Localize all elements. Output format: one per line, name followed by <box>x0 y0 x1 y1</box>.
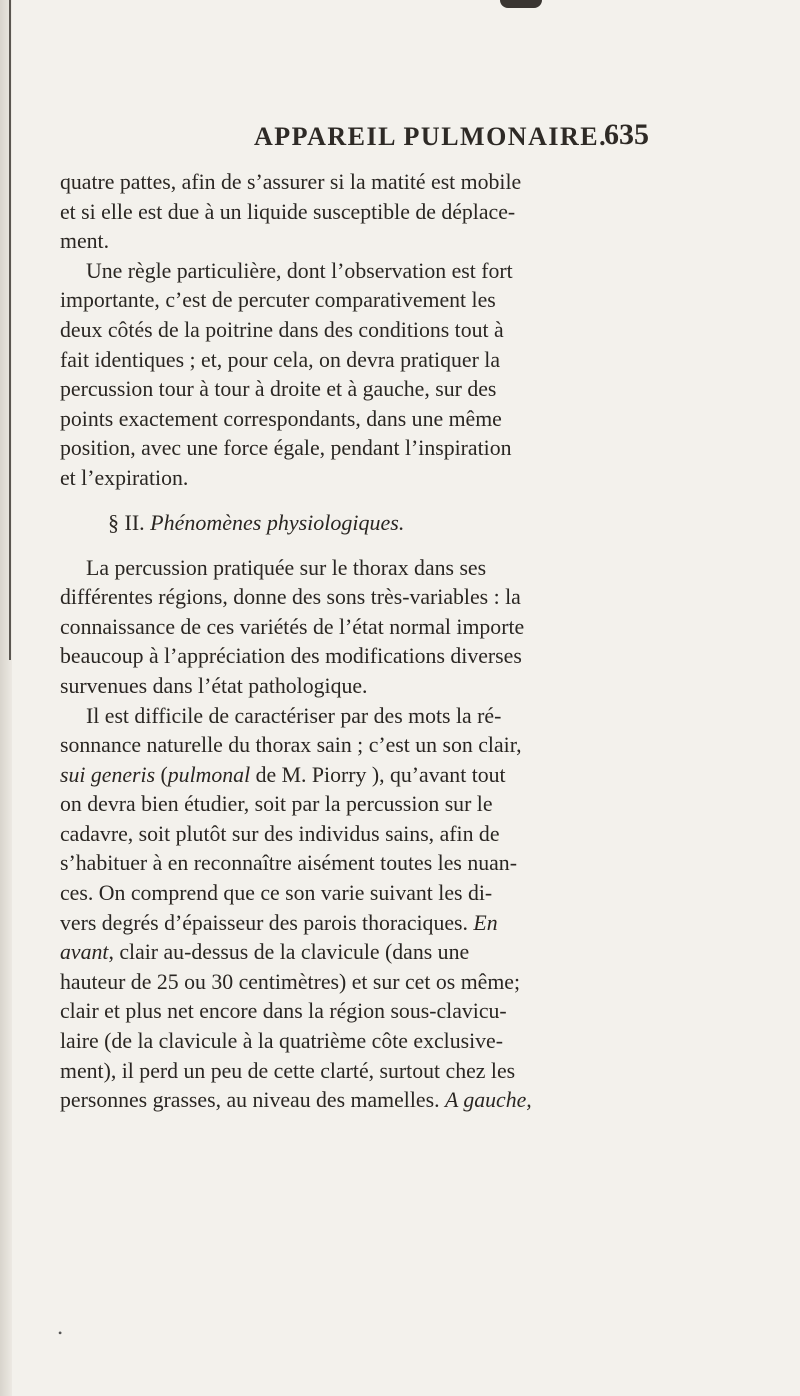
text-line: Il est difficile de caractériser par des mots la ré- <box>86 703 502 728</box>
ink-mark <box>500 0 542 8</box>
paragraph-2 <box>60 257 660 494</box>
text-line: fait identiques ; et, pour cela, on devra pratiquer la <box>60 347 501 372</box>
text-line: connaissance de ces variétés de l’état normal importe <box>60 614 525 639</box>
paragraph-4 <box>60 702 660 1116</box>
text-line: laire (de la clavicule à la quatrième côte exclusive- <box>60 1029 503 1054</box>
text-line: beaucoup à l’appréciation des modifications diverses <box>60 644 522 669</box>
text-line: cadavre, soit plutôt sur des individus sains, afin de <box>60 821 500 846</box>
text-line: ment. <box>60 229 110 254</box>
text-fragment: , clair au-dessus de la clavicule (dans une <box>108 940 470 965</box>
text-fragment: vers degrés d’épaisseur des parois thoraciques. <box>60 910 474 935</box>
paragraph-1 <box>60 168 660 257</box>
footer-mark: • <box>58 1326 63 1340</box>
page-header <box>0 118 800 162</box>
text-fragment: ( <box>155 762 168 787</box>
text-line: survenues dans l’état pathologique. <box>60 673 368 698</box>
text-line: ment), il perd un peu de cette clarté, surtout chez les <box>60 1058 516 1083</box>
section-heading <box>60 508 660 538</box>
text-line: clair et plus net encore dans la région sous-clavicu- <box>60 999 507 1024</box>
text-line <box>60 909 660 939</box>
text-line: position, avec une force égale, pendant l’inspiration <box>60 436 512 461</box>
paragraph-3 <box>60 554 660 702</box>
text-line <box>60 1086 660 1116</box>
text-line: deux côtés de la poitrine dans des conditions tout à <box>60 317 504 342</box>
italic-term: sui generis <box>60 762 156 787</box>
binding-rule <box>9 0 11 660</box>
italic-term: pulmonal <box>167 762 251 787</box>
italic-term: avant <box>60 940 109 965</box>
text-line: et l’expiration. <box>60 465 189 490</box>
text-line: on devra bien étudier, soit par la percussion sur le <box>60 792 493 817</box>
text-line: La percussion pratiquée sur le thorax dans ses <box>86 555 487 580</box>
page-number: 635 <box>604 118 649 151</box>
text-line <box>60 761 660 791</box>
section-title: Phénomènes physiologiques. <box>150 509 405 535</box>
text-line: importante, c’est de percuter comparativement les <box>60 288 496 313</box>
text-line: points exactement correspondants, dans une même <box>60 406 502 431</box>
text-line: quatre pattes, afin de s’assurer si la matité est mobile <box>60 170 522 194</box>
text-line: ces. On comprend que ce son varie suivant les di- <box>60 881 493 906</box>
text-line: s’habituer à en reconnaître aisément toutes les nuan- <box>60 851 517 876</box>
text-line: sonnance naturelle du thorax sain ; c’est un son clair, <box>60 733 522 758</box>
main-text <box>60 168 660 1116</box>
text-line: et si elle est due à un liquide susceptible de déplace- <box>60 199 516 224</box>
section-number: § II. <box>108 509 145 535</box>
text-line: différentes régions, donne des sons très-variables : la <box>60 585 521 610</box>
text-line: Une règle particulière, dont l’observation est fort <box>86 258 513 283</box>
italic-term: En <box>473 910 498 935</box>
text-line <box>60 938 660 968</box>
italic-term: A gauche, <box>444 1088 532 1113</box>
text-fragment: de M. Piorry ), qu’avant tout <box>250 762 506 787</box>
text-line: percussion tour à tour à droite et à gauche, sur des <box>60 377 497 402</box>
running-head: APPAREIL PULMONAIRE. <box>254 122 608 151</box>
text-fragment: personnes grasses, au niveau des mamelles. <box>60 1088 445 1113</box>
text-line: hauteur de 25 ou 30 centimètres) et sur cet os même; <box>60 969 521 994</box>
